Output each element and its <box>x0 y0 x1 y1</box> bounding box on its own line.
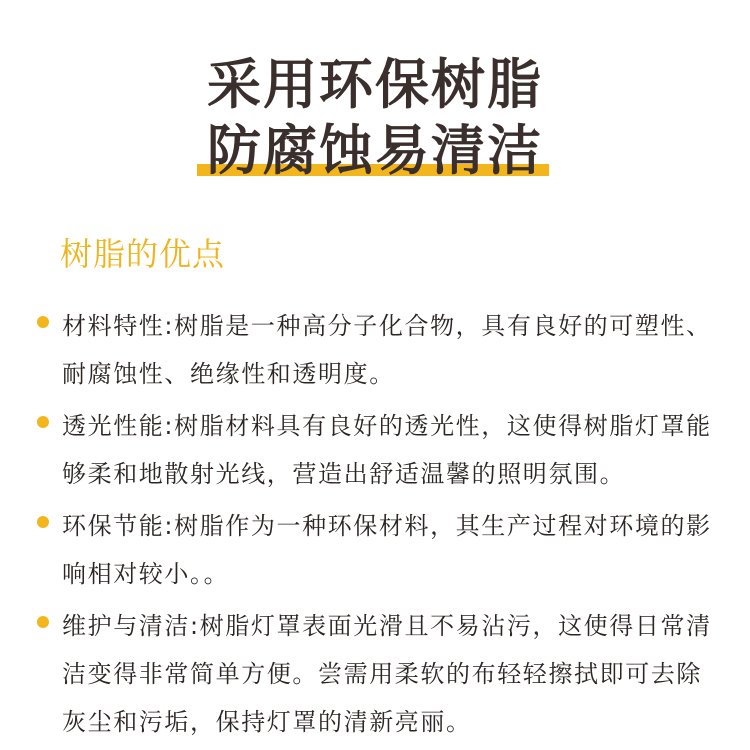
list-item <box>0 502 750 598</box>
advantages-list <box>0 302 750 750</box>
list-item-text: 透光性能:树脂材料具有良好的透光性，这使得树脂灯罩能够柔和地散射光线，营造出舒适温馨的照明氛围。 <box>62 412 712 488</box>
list-item <box>0 302 750 398</box>
bullet-dot-icon <box>37 316 49 328</box>
headline-line-2-wrapper <box>207 118 543 184</box>
list-item-text: 材料特性:树脂是一种高分子化合物，具有良好的可塑性、耐腐蚀性、绝缘性和透明度。 <box>62 312 712 388</box>
headline-line-1: 采用环保树脂 <box>207 53 543 116</box>
section-title: 树脂的优点 <box>60 235 226 273</box>
list-item-text: 环保节能:树脂作为一种环保材料，其生产过程对环境的影响相对较小。。 <box>62 512 712 588</box>
headline-line-2: 防腐蚀易清洁 <box>207 119 543 182</box>
list-item <box>0 602 750 746</box>
bullet-dot-icon <box>37 616 49 628</box>
bullet-dot-icon <box>37 416 49 428</box>
list-item-text: 维护与清洁:树脂灯罩表面光滑且不易沾污，这使得日常清洁变得非常简单方便。尝需用柔软的布轻轻擦拭即可去除灰尘和污垢，保持灯罩的清新亮丽。 <box>62 612 712 736</box>
list-item <box>0 402 750 498</box>
headline <box>0 52 750 184</box>
bullet-dot-icon <box>37 516 49 528</box>
